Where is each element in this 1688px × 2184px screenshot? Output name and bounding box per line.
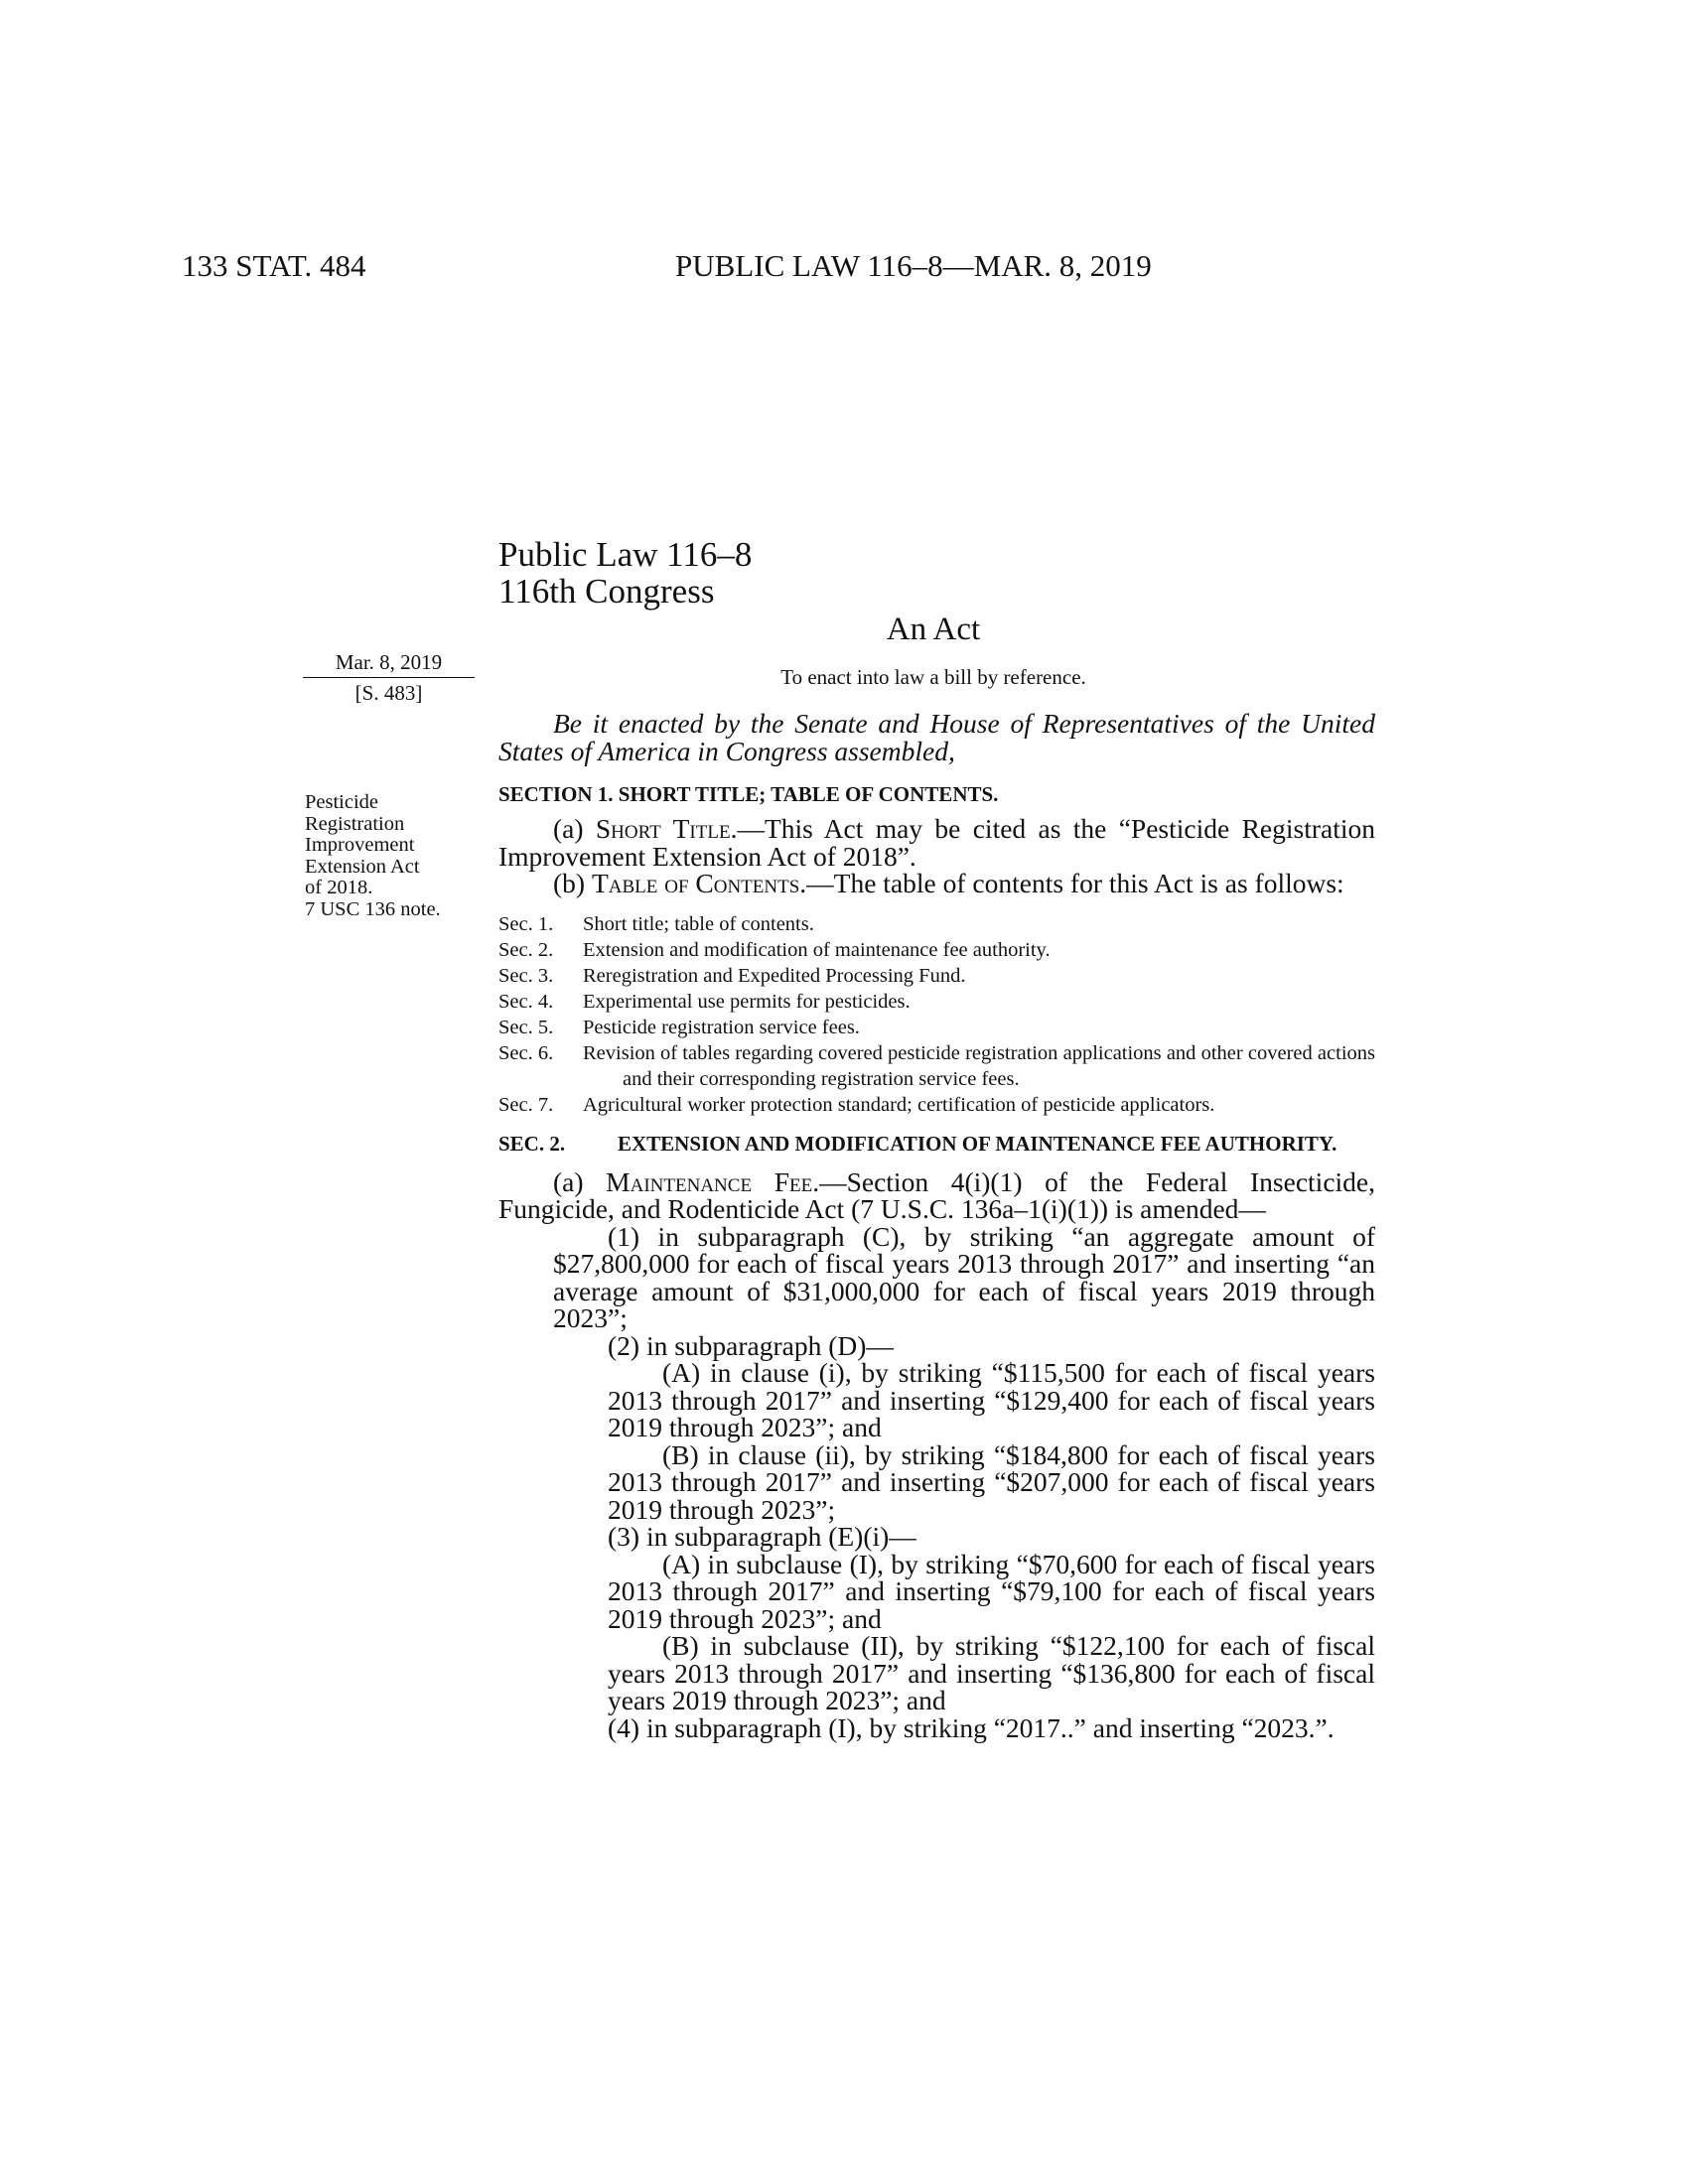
amendment-item: (3) in subparagraph (E)(i)— — [608, 1521, 916, 1552]
enacting-clause: Be it enacted by the Senate and House of Representatives of the United States of America in Congress assembled, — [498, 708, 1375, 766]
running-head — [0, 248, 1688, 288]
margin-enactment-date: Mar. 8, 2019 — [303, 650, 475, 678]
margin-note-line: of 2018. — [305, 877, 373, 898]
main-text — [498, 710, 1375, 1741]
margin-note — [305, 792, 484, 920]
congress-number: 116th Congress — [498, 572, 715, 611]
act-heading: An Act — [886, 612, 981, 647]
short-title-paragraph — [498, 815, 1375, 870]
law-title-block — [498, 536, 752, 610]
short-title-lead: (a) — [553, 813, 596, 844]
toc-intro-text: .—The table of contents for this Act is as follows: — [799, 868, 1344, 898]
amendment-subitem: (A) in subclause (I), by striking “$70,600 for each of fiscal years 2013 through 2017” and inserting “$79,100 for each of fiscal years 2019 through 2023”; and — [608, 1548, 1375, 1634]
toc-lead: (b) — [553, 868, 592, 898]
amendment-item: (1) in subparagraph (C), by striking “an aggregate amount of $27,800,000 for each of fiscal years 2013 through 2017” and inserting “an average amount of $31,000,000 for each of fiscal years 2019 through 2023”; — [553, 1220, 1375, 1333]
maintenance-fee-label: Maintenance Fee — [606, 1165, 813, 1197]
toc-entry-number: Sec. 3. — [498, 964, 554, 987]
margin-note-line: Registration — [305, 812, 405, 835]
act-purpose: To enact into law a bill by reference. — [780, 665, 1086, 689]
amendment-item: (2) in subparagraph (D)— — [608, 1329, 894, 1361]
amendment-item: (4) in subparagraph (I), by striking “2017..” and inserting “2023.”. — [608, 1711, 1335, 1743]
toc-intro-paragraph — [498, 870, 1375, 897]
public-law-running-title: PUBLIC LAW 116–8—MAR. 8, 2019 — [675, 248, 1152, 283]
toc-entry — [498, 989, 1375, 1015]
amendment-subitem: (A) in clause (i), by striking “$115,500 for each of fiscal years 2013 through 2017” and inserting “$129,400 for each of fiscal years 2019 through 2023”; and — [608, 1357, 1375, 1442]
toc-entry-text: Short title; table of contents. — [583, 912, 814, 935]
margin-note-line: Extension Act — [305, 855, 420, 878]
table-of-contents — [498, 911, 1375, 1118]
toc-entry-number: Sec. 7. — [498, 1093, 554, 1116]
toc-entry-number: Sec. 6. — [498, 1041, 554, 1064]
short-title-text: .—This Act may be cited as the “Pesticide Registration Improvement Extension Act of 2018”. — [498, 813, 1375, 872]
toc-entry-number: Sec. 1. — [498, 912, 554, 935]
section-1-heading: SECTION 1. SHORT TITLE; TABLE OF CONTENTS. — [498, 782, 999, 806]
toc-entry-number: Sec. 5. — [498, 1016, 554, 1038]
toc-entry — [498, 937, 1375, 963]
public-law-number: Public Law 116–8 — [498, 535, 753, 574]
margin-note-line: Pesticide — [305, 791, 379, 813]
short-title-label: Short Title — [595, 813, 731, 844]
toc-entry — [498, 1015, 1375, 1040]
section-2-number: SEC. 2. — [498, 1131, 566, 1156]
toc-entry-text: Revision of tables regarding covered pesticide registration applications and other covered actions and their corresponding registration service fees. — [583, 1041, 1375, 1090]
toc-entry-number: Sec. 2. — [498, 938, 554, 961]
margin-note-line: Improvement — [305, 834, 415, 856]
section-2-title: EXTENSION AND MODIFICATION OF MAINTENANCE FEE AUTHORITY. — [618, 1131, 1337, 1156]
amendment-subitem: (B) in subclause (II), by striking “$122,100 for each of fiscal years 2013 through 2017” and inserting “$136,800 for each of fiscal years 2019 through 2023”; and — [608, 1630, 1375, 1715]
maintenance-fee-text: .—Section 4(i)(1) of the Federal Insecticide, Fungicide, and Rodenticide Act (7 U.S.C. 136a–1(i)(1)) is amended— — [498, 1165, 1375, 1224]
toc-label: Table of Contents — [591, 868, 800, 898]
toc-entry-text: Experimental use permits for pesticides. — [583, 990, 911, 1013]
toc-entry — [498, 1092, 1375, 1118]
toc-entry-text: Pesticide registration service fees. — [583, 1016, 860, 1038]
section-2-heading — [498, 1132, 1375, 1157]
toc-entry-text: Extension and modification of maintenance fee authority. — [583, 938, 1051, 961]
toc-entry-text: Reregistration and Expedited Processing Fund. — [583, 964, 966, 987]
amendment-subitem: (B) in clause (ii), by striking “$184,800 for each of fiscal years 2013 through 2017” and inserting “$207,000 for each of fiscal years 2019 through 2023”; — [608, 1438, 1375, 1525]
statute-page-reference: 133 STAT. 484 — [182, 248, 366, 283]
toc-entry-number: Sec. 4. — [498, 990, 554, 1013]
maintenance-fee-lead: (a) — [553, 1165, 607, 1197]
margin-date-block — [303, 650, 475, 706]
margin-note-line: 7 USC 136 note. — [305, 897, 441, 920]
toc-entry — [498, 911, 1375, 937]
margin-bill-number: [S. 483] — [354, 681, 423, 705]
toc-entry — [498, 963, 1375, 989]
maintenance-fee-paragraph — [498, 1165, 1375, 1224]
toc-entry — [498, 1040, 1375, 1092]
toc-entry-text: Agricultural worker protection standard; certification of pesticide applicators. — [583, 1093, 1215, 1116]
